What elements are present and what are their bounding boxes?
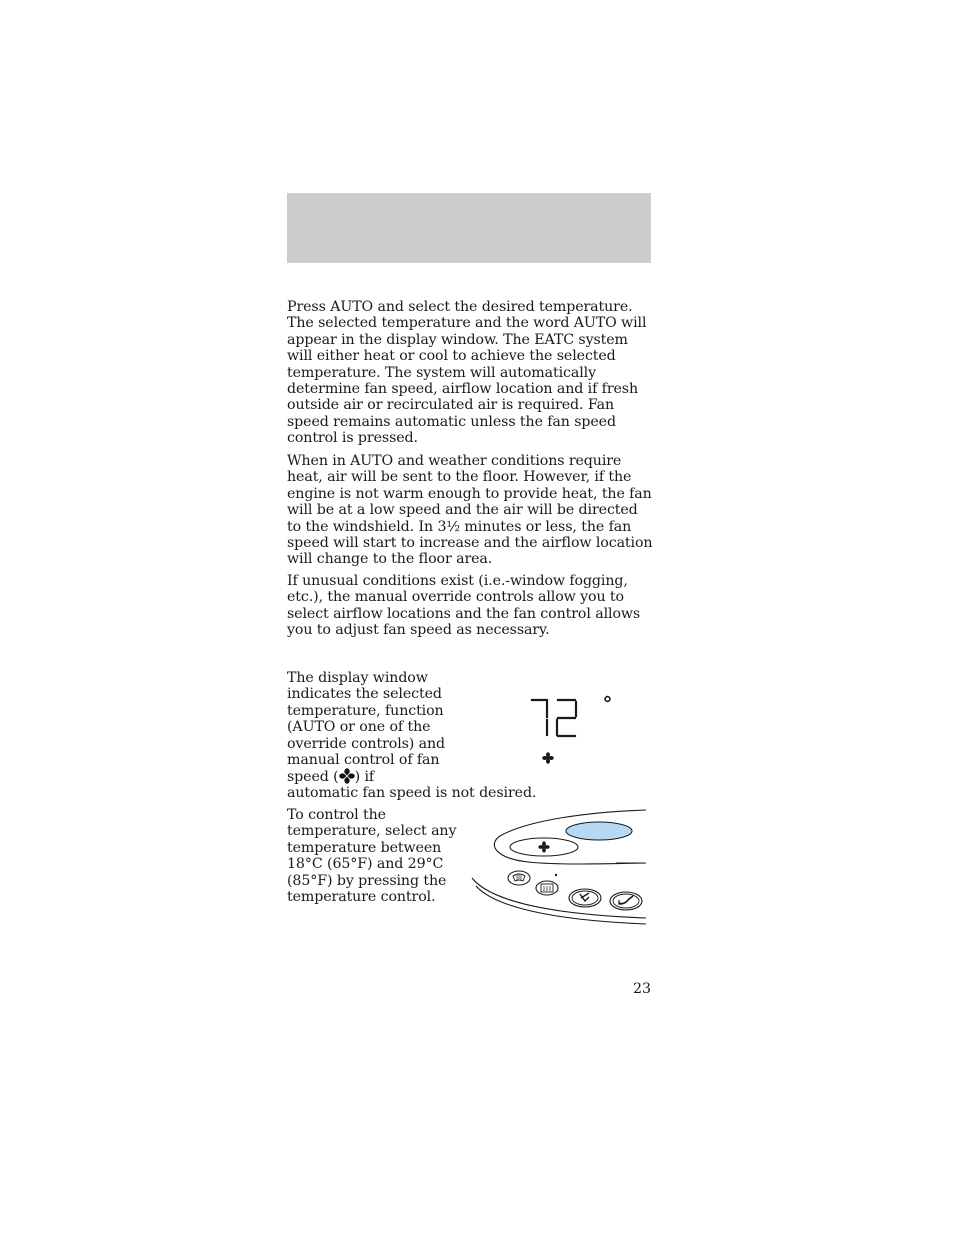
paragraph-auto-mode: Press AUTO and select the desired temperature. The selected temperature and the word AUTO will appear in the display window. The EATC system will either heat or cool to achieve the selected temperature. The system will automatically determine fan speed, airflow location and if fresh outside air or recirculated air is required. Fan speed remains automatic unless the fan speed control is pressed. xyxy=(287,299,647,447)
temperature-digit-seven xyxy=(532,700,547,735)
indicator-dot xyxy=(555,874,557,876)
paragraph-display-window-start: The display window indicates the selected temperature, function (AUTO or one of the override controls) and manual control of fan speed ( xyxy=(287,670,446,786)
temperature-button xyxy=(566,822,632,840)
paragraph-heat-conditions: When in AUTO and weather conditions require heat, air will be sent to the floor. However, if the engine is not warm enough to provide heat, the fan will be at a low speed and the air will be directed to the windshield. In 3½ minutes or less, the fan speed will start to increase and the airflow location will change to the floor area. xyxy=(287,453,653,568)
paragraph-temperature-control: To control the temperature, select any temperature between 18°C (65°F) and 29°C (85°F) by pressing the temperature control. xyxy=(287,807,457,906)
display-fan-icon xyxy=(542,752,554,764)
paragraph-manual-override: If unusual conditions exist (i.e.-window fogging, etc.), the manual override controls allow you to select airflow locations and the fan control allows you to adjust fan speed as necessary. xyxy=(287,573,641,639)
page-number: 23 xyxy=(632,981,651,997)
floor-mode-button xyxy=(610,892,642,910)
paragraph-display-window-end: automatic fan speed is not desired. xyxy=(287,785,537,801)
section-header-bar xyxy=(287,193,651,263)
fan-speed-button xyxy=(510,838,578,856)
paragraph-display-window-mid: ) if xyxy=(354,769,375,786)
paragraph-display-window xyxy=(287,670,462,786)
fan-icon xyxy=(339,768,355,784)
floor-defrost-mode-button xyxy=(569,889,601,907)
temperature-digit-two xyxy=(557,700,576,736)
display-window-figure xyxy=(520,688,620,768)
rear-defrost-button xyxy=(536,881,558,895)
front-defrost-button xyxy=(508,871,530,885)
degree-symbol xyxy=(605,697,610,702)
climate-control-panel-figure xyxy=(468,806,650,928)
